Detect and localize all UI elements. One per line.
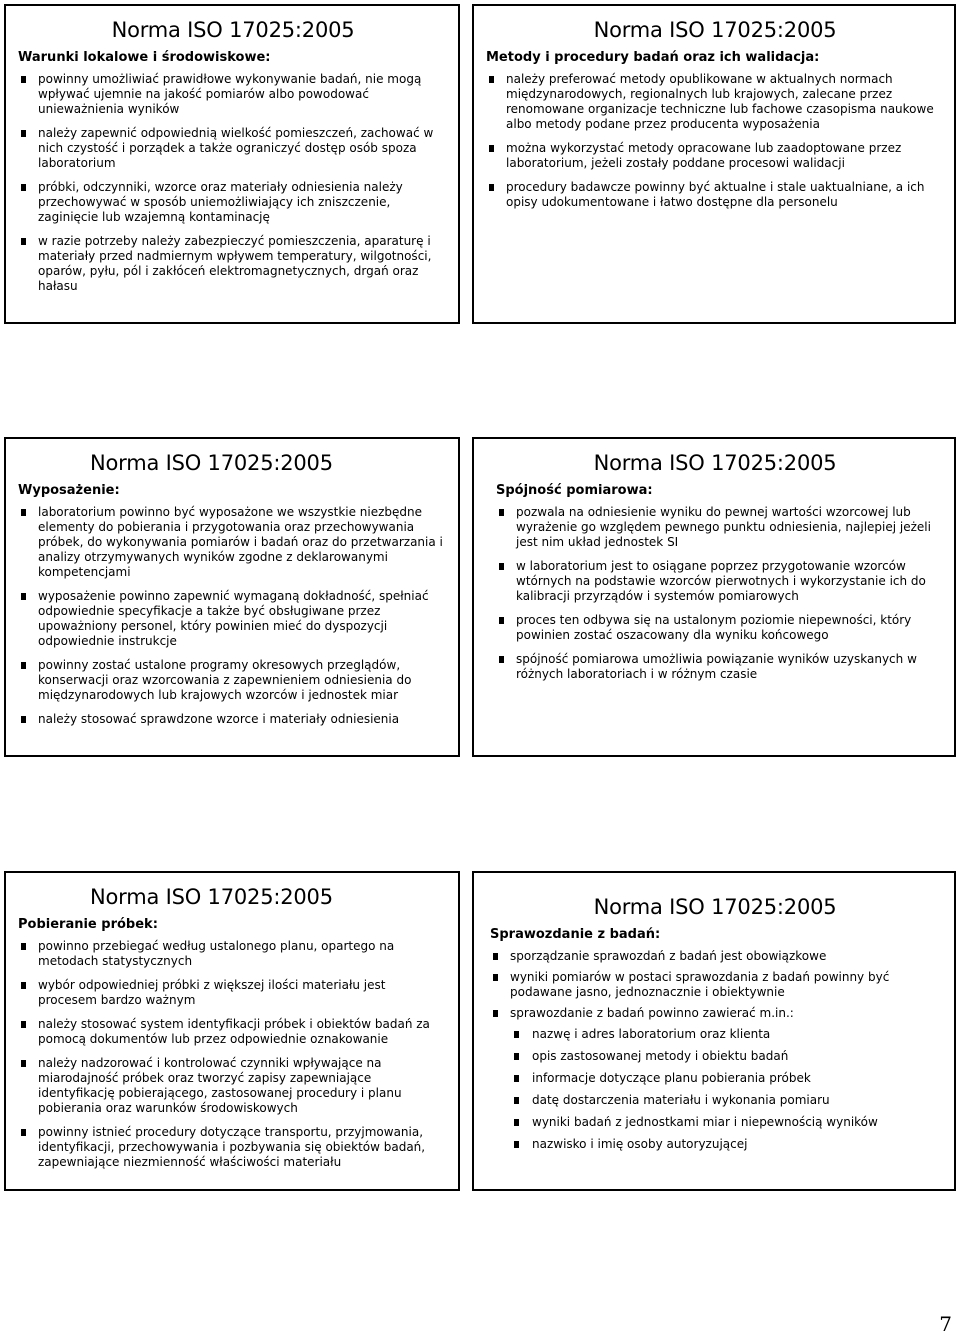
list-item: w laboratorium jest to osiągane poprzez przygotowanie wzorców wtórnych na podstawie wzorców pierwotnych i wykorzystanie ich do kalibracji przyrządów i systemów pomiarowych <box>496 559 944 604</box>
list-item: można wykorzystać metody opracowane lub zaadoptowane przez laboratorium, jeżeli zostały poddane procesowi walidacji <box>486 141 944 171</box>
sub-bullet-list <box>510 1027 944 1152</box>
list-item <box>490 1006 944 1152</box>
slide-heading: Spójność pomiarowa: <box>496 483 653 498</box>
bullet-list <box>486 505 944 682</box>
slide-pobieranie-probek <box>4 871 460 1191</box>
slide-heading: Wyposażenie: <box>18 483 120 498</box>
list-item: w razie potrzeby należy zabezpieczyć pomieszczenia, aparaturę i materiały przed nadmiernym wpływem temperatury, wilgotności, oparów, pyłu, pól i zakłóceń elektromagnetycznych, drgań oraz hałasu <box>18 234 448 294</box>
sub-list-item: datę dostarczenia materiału i wykonania pomiaru <box>510 1093 944 1108</box>
list-item: należy stosować sprawdzone wzorce i materiały odniesienia <box>18 712 448 727</box>
page-number: 7 <box>939 1312 952 1336</box>
slide-title: Norma ISO 17025:2005 <box>90 451 333 475</box>
list-item: powinny zostać ustalone programy okresowych przeglądów, konserwacji oraz wzorcowania z zapewnieniem odniesienia do międzynarodowych lub krajowych wzorców i jednostek miar <box>18 658 448 703</box>
slide-title: Norma ISO 17025:2005 <box>111 18 355 42</box>
slide-metody-procedury <box>472 4 956 324</box>
sub-list-item: opis zastosowanej metody i obiektu badań <box>510 1049 944 1064</box>
slide-heading: Sprawozdanie z badań: <box>490 927 661 942</box>
list-item: pozwala na odniesienie wyniku do pewnej wartości wzorcowej lub wyrażenie go względem pewnego punktu odniesienia, najlepiej jeżeli jest nim układ jednostek SI <box>496 505 944 550</box>
sub-list-item: nazwisko i imię osoby autoryzującej <box>510 1137 944 1152</box>
bullet-list <box>486 72 944 210</box>
slide-heading: Warunki lokalowe i środowiskowe: <box>18 50 271 65</box>
slide-sprawozdanie <box>472 871 956 1191</box>
list-item: próbki, odczynniki, wzorce oraz materiały odniesienia należy przechowywać w sposób uniemożliwiający ich zniszczenie, zaginięcie lub wzajemną kontaminację <box>18 180 448 225</box>
list-item: wybór odpowiedniej próbki z większej ilości materiału jest procesem bardzo ważnym <box>18 978 448 1008</box>
bullet-list <box>18 72 448 294</box>
list-item: powinny umożliwiać prawidłowe wykonywanie badań, nie mogą wpływać ujemnie na jakość pomiarów albo powodować unieważnienia wyników <box>18 72 448 117</box>
list-item: procedury badawcze powinny być aktualne i stale uaktualniane, a ich opisy udokumentowane i łatwo dostępne dla personelu <box>486 180 944 210</box>
list-item-text: sprawozdanie z badań powinno zawierać m.in.: <box>510 1006 794 1020</box>
list-item: laboratorium powinno być wyposażone we wszystkie niezbędne elementy do pobierania i przygotowania oraz przechowywania próbek, do wykonywania pomiarów i badań oraz do przetwarzania i analizy otrzymywanych wyników zgodne z deklarowanymi kompetencjami <box>18 505 448 580</box>
bullet-list <box>18 939 448 1170</box>
list-item: należy nadzorować i kontrolować czynniki wpływające na miarodajność próbek oraz tworzyć zapisy zapewniające identyfikację pobierającego, zastosowanej procedury i planu pobierania oraz warunków środowiskowych <box>18 1056 448 1116</box>
slide-title: Norma ISO 17025:2005 <box>90 885 333 909</box>
list-item: należy preferować metody opublikowane w aktualnych normach międzynarodowych, regionalnych lub krajowych, zalecane przez renomowane organizacje techniczne lub fachowe czasopisma naukowe albo metody podane przez producenta wyposażenia <box>486 72 944 132</box>
slide-warunki-lokalowe <box>4 4 460 324</box>
slide-heading: Metody i procedury badań oraz ich walidacja: <box>486 50 820 65</box>
list-item: powinny istnieć procedury dotyczące transportu, przyjmowania, identyfikacji, przechowywania i pozbywania się obiektów badań, zapewniające niezmienność właściwości materiału <box>18 1125 448 1170</box>
slide-spojnosc-pomiarowa <box>472 437 956 757</box>
list-item: należy zapewnić odpowiednią wielkość pomieszczeń, zachować w nich czystość i porządek a także ograniczyć dostęp osób spoza laboratorium <box>18 126 448 171</box>
list-item: należy stosować system identyfikacji próbek i obiektów badań za pomocą dokumentów lub przez odpowiednie oznakowanie <box>18 1017 448 1047</box>
list-item: proces ten odbywa się na ustalonym poziomie niepewności, który powinien zostać oszacowany dla wyniku końcowego <box>496 613 944 643</box>
slide-title: Norma ISO 17025:2005 <box>593 895 837 919</box>
sub-list-item: nazwę i adres laboratorium oraz klienta <box>510 1027 944 1042</box>
bullet-list <box>486 949 944 1152</box>
slide-title: Norma ISO 17025:2005 <box>593 18 837 42</box>
list-item: sporządzanie sprawozdań z badań jest obowiązkowe <box>490 949 944 964</box>
list-item: wyposażenie powinno zapewnić wymaganą dokładność, spełniać odpowiednie specyfikacje a także być obsługiwane przez upoważniony personel, który powinien mieć do dyspozycji odpowiednie instrukcje <box>18 589 448 649</box>
slide-heading: Pobieranie próbek: <box>18 917 158 932</box>
sub-list-item: informacje dotyczące planu pobierania próbek <box>510 1071 944 1086</box>
list-item: powinno przebiegać według ustalonego planu, opartego na metodach statystycznych <box>18 939 448 969</box>
sub-list-item: wyniki badań z jednostkami miar i niepewnością wyników <box>510 1115 944 1130</box>
slide-wyposazenie <box>4 437 460 757</box>
bullet-list <box>18 505 448 727</box>
slide-title: Norma ISO 17025:2005 <box>593 451 837 475</box>
list-item: wyniki pomiarów w postaci sprawozdania z badań powinny być podawane jasno, jednoznacznie i obiektywnie <box>490 970 944 1000</box>
list-item: spójność pomiarowa umożliwia powiązanie wyników uzyskanych w różnych laboratoriach i w różnym czasie <box>496 652 944 682</box>
